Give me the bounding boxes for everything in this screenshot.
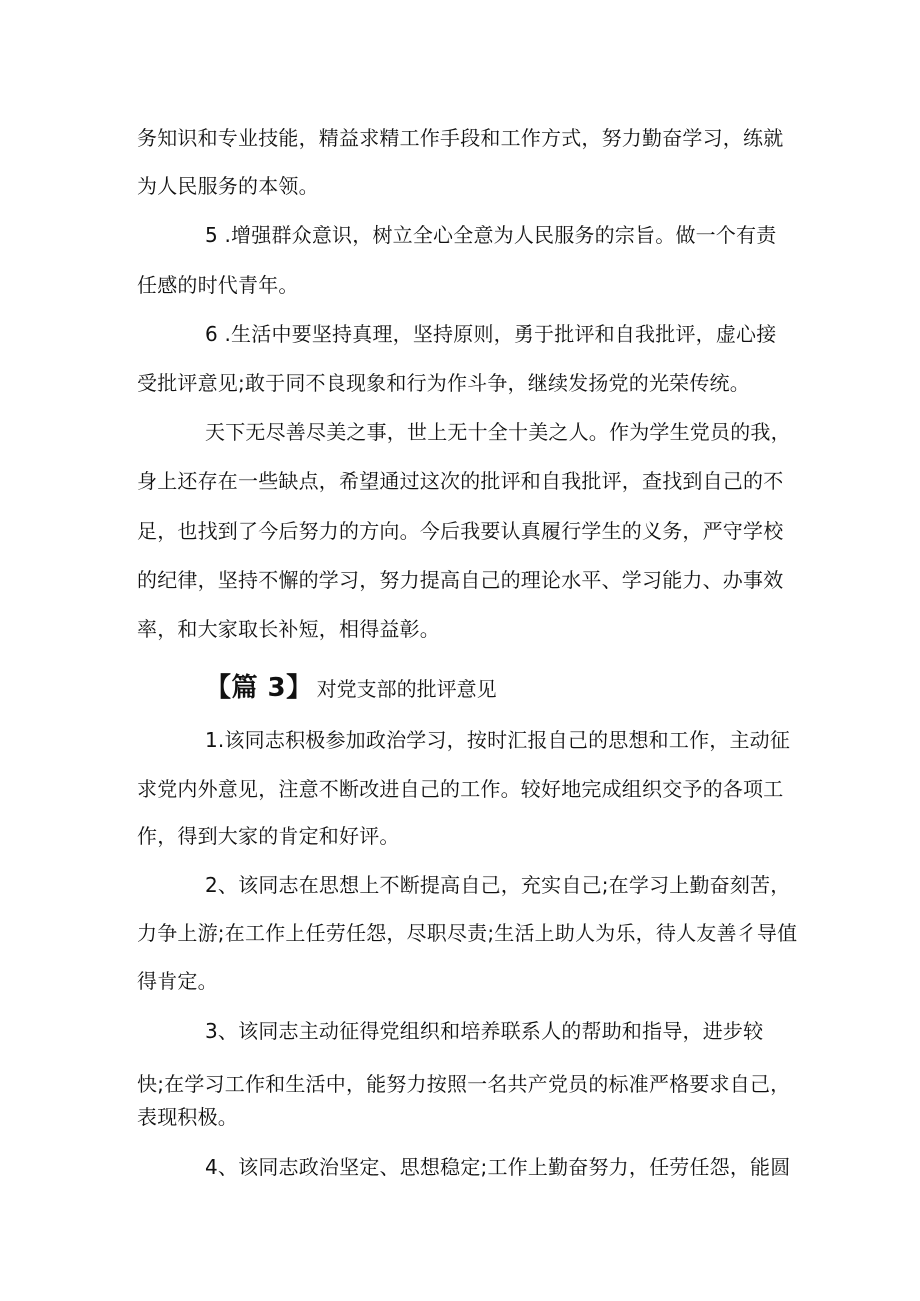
- paragraph-line: 身上还存在一些缺点，希望通过这次的批评和自我批评，查找到自己的不: [137, 469, 784, 493]
- item-5-line: 任感的时代青年。: [137, 273, 299, 297]
- paragraph-line: 为人民服务的本领。: [137, 174, 319, 198]
- item-3-line: 表现积极。: [137, 1105, 238, 1129]
- paragraph-line: 率，和大家取长补短，相得益彰。: [137, 617, 440, 641]
- item-3-line: 快;在学习工作和生活中，能努力按照一名共产党员的标准严格要求自己，: [137, 1072, 791, 1096]
- paragraph-line: 足，也找到了今后努力的方向。今后我要认真履行学生的义务，严守学校: [137, 519, 784, 543]
- item-4-line: 4、该同志政治坚定、思想稳定;工作上勤奋努力，任劳任怨，能圆: [205, 1155, 791, 1179]
- section-heading: [205, 671, 497, 708]
- section-title: 对党支部的批评意见: [316, 677, 497, 701]
- item-1-line: 作，得到大家的肯定和好评。: [137, 824, 400, 848]
- paragraph-line: 天下无尽善尽美之事，世上无十全十美之人。作为学生党员的我，: [205, 420, 791, 444]
- item-6-line: 受批评意见;敢于同不良现象和行为作斗争，继续发扬党的光荣传统。: [137, 371, 750, 395]
- item-3-line: 3、该同志主动征得党组织和培养联系人的帮助和指导，进步较: [205, 1019, 764, 1043]
- item-1-line: 求党内外意见，注意不断改进自己的工作。较好地完成组织交予的各项工: [137, 777, 784, 801]
- section-tag: 【篇 3】: [205, 673, 313, 703]
- item-1-line: 1.该同志积极参加政治学习，按时汇报自己的思想和工作，主动征: [205, 728, 791, 752]
- item-5-line: 5 .增强群众意识，树立全心全意为人民服务的宗旨。做一个有责: [205, 223, 777, 247]
- item-2-line: 力争上游;在工作上任劳任怨，尽职尽责;生活上助人为乐，待人友善彳导值: [137, 921, 798, 945]
- item-6-line: 6 .生活中要坚持真理，坚持原则，勇于批评和自我批评，虚心接: [205, 322, 777, 346]
- paragraph-line: 的纪律，坚持不懈的学习，努力提高自己的理论水平、学习能力、办事效: [137, 568, 784, 592]
- paragraph-line: 务知识和专业技能，精益求精工作手段和工作方式，努力勤奋学习，练就: [137, 126, 784, 150]
- item-2-line: 2、该同志在思想上不断提高自己，充实自己;在学习上勤奋刻苦，: [205, 873, 791, 897]
- item-2-line: 得肯定。: [137, 969, 218, 993]
